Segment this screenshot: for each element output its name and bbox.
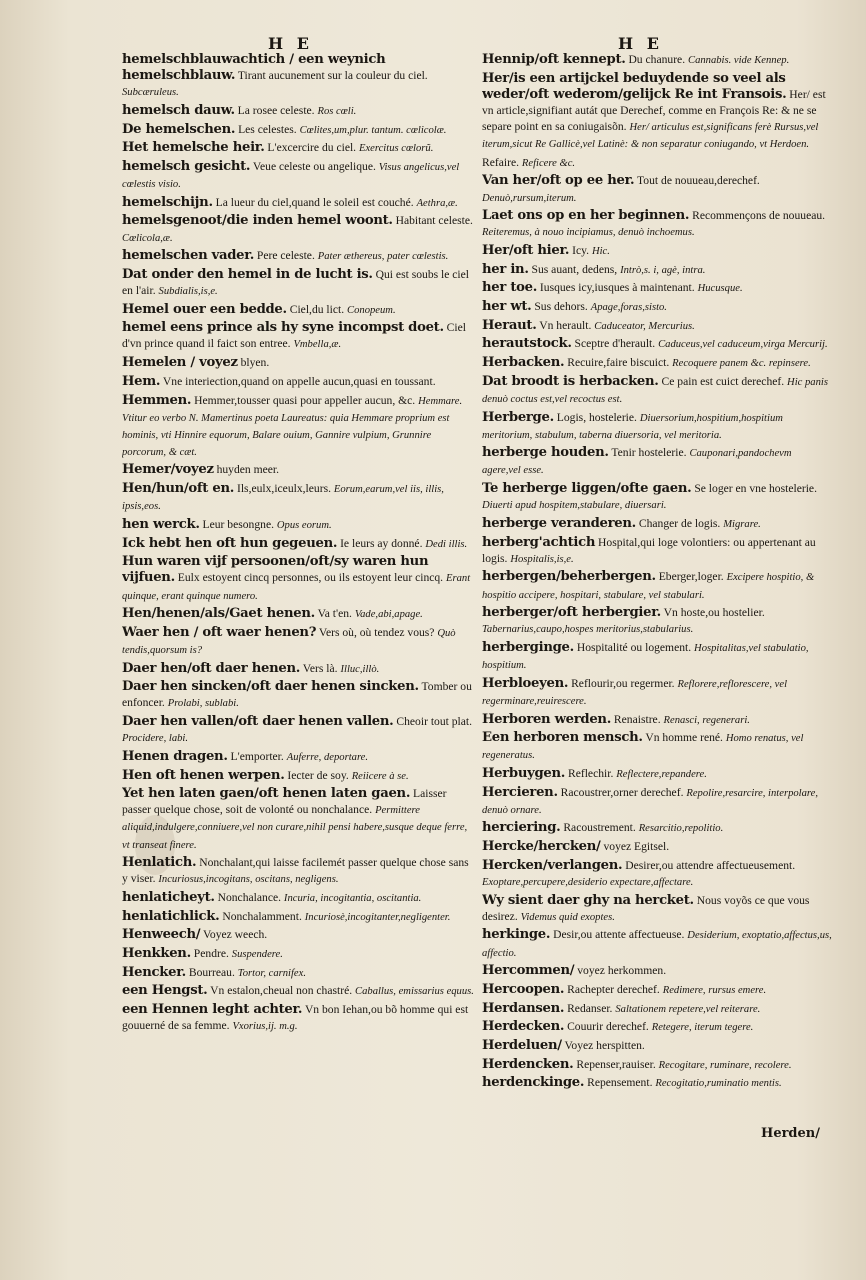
french-gloss: Vne interiection,quand on appelle aucun,quasi en toussant. <box>162 374 436 388</box>
dictionary-entry <box>482 858 832 891</box>
dictionary-entry <box>482 1057 832 1074</box>
headword: herberger/oft herbergier. <box>482 605 661 621</box>
latin-gloss: Visus angelicus,vel cœlestis visio. <box>122 161 460 191</box>
latin-gloss: Migrare. <box>723 518 761 530</box>
latin-gloss: Cannabis. vide Kennep. <box>688 55 790 66</box>
latin-gloss: Desiderium, exoptatio,affectus,us, affectio. <box>482 930 832 959</box>
dictionary-entry <box>122 302 474 319</box>
french-gloss: Repenser,rauiser. <box>576 1057 656 1071</box>
latin-gloss: Retegere, iterum tegere. <box>651 1022 754 1034</box>
headword: Daer hen sincken/oft daer henen sincken. <box>122 679 419 695</box>
french-gloss: Bourreau. <box>188 965 235 979</box>
latin-gloss: Hic panis denuò coctus est,vel recoctus est. <box>482 376 828 405</box>
french-gloss: La lueur du ciel,quand le soleil est couché. <box>215 195 414 209</box>
headword: her wt. <box>482 299 532 315</box>
dictionary-entry <box>482 963 832 980</box>
french-gloss: Recommençons de nouueau. <box>692 209 826 223</box>
latin-gloss: Prolabi, sublabi. <box>167 698 239 710</box>
french-gloss: Sus dehors. <box>534 300 588 314</box>
latin-gloss: Aethra,æ. <box>416 197 458 209</box>
latin-gloss: Reficere &c. <box>521 157 576 169</box>
dictionary-entry <box>482 243 832 260</box>
dictionary-entry <box>122 52 474 101</box>
dictionary-entry <box>122 140 474 157</box>
dictionary-entry <box>482 410 832 444</box>
headword: herdenckinge. <box>482 1075 585 1091</box>
latin-gloss: Hospitalitas,vel stabulatio, hospitium. <box>482 642 809 672</box>
french-gloss: Desir,ou attente affectueuse. <box>553 928 685 942</box>
dictionary-entry <box>122 786 474 853</box>
headword: Ick hebt hen oft hun gegeuen. <box>122 535 338 551</box>
french-gloss: Vers là. <box>302 661 338 675</box>
french-gloss: Ils,eulx,iceulx,leurs. <box>236 482 331 496</box>
headword: her toe. <box>482 280 537 296</box>
headword: Hun waren vijf persoonen/oft/sy waren hun vijfuen. <box>122 554 429 586</box>
dictionary-entry <box>482 173 832 206</box>
headword: herberge houden. <box>482 445 609 461</box>
french-gloss: Cheoir tout plat. <box>396 715 473 729</box>
headword: Her/oft hier. <box>482 243 570 258</box>
headword: Een herboren mensch. <box>482 730 643 746</box>
dictionary-entry <box>482 1075 832 1092</box>
latin-gloss: Excipere hospitio, & hospitio accipere, hospitari, stabulare, vel stabulari. <box>482 572 815 601</box>
dictionary-entry <box>122 355 474 372</box>
latin-gloss: Intrò,s. i, agè, intra. <box>620 264 706 276</box>
french-gloss: Vn hoste,ou hostelier. <box>663 606 765 620</box>
right-column <box>482 52 832 1164</box>
french-gloss: Tirant aucunement sur la couleur du ciel. <box>237 69 428 83</box>
dictionary-entry <box>122 462 474 479</box>
headword: Laet ons op en her beginnen. <box>482 208 690 224</box>
headword: Wy sient daer ghy na hercket. <box>482 892 694 908</box>
latin-gloss: Procidere, labi. <box>122 733 188 745</box>
dictionary-entry <box>122 768 474 785</box>
headword: Henweech/ <box>122 927 201 943</box>
headword: Herdencken. <box>482 1056 574 1072</box>
french-gloss: Couurir derechef. <box>567 1020 649 1034</box>
latin-gloss: Caduceator, Mercurius. <box>594 320 695 332</box>
latin-gloss: Reflorere,reflorescere, vel regerminare,reuirescere. <box>482 678 788 707</box>
headword: hemelsch gesicht. <box>122 158 251 174</box>
headword: Henlatich. <box>122 855 197 871</box>
dictionary-entry <box>482 1038 832 1055</box>
dictionary-entry <box>482 676 832 710</box>
dictionary-entry <box>482 280 832 297</box>
dictionary-entry <box>122 749 474 766</box>
french-gloss: Voyez herspitten. <box>564 1038 645 1052</box>
latin-gloss: Subdialis,is,e. <box>158 285 218 297</box>
headword: Hennip/oft kennept. <box>482 52 626 67</box>
headword: herberginge. <box>482 639 574 655</box>
dictionary-entry <box>482 893 832 926</box>
dictionary-entry <box>482 927 832 961</box>
french-gloss: L'excercire du ciel. <box>267 141 357 155</box>
headword: Hemer/voyez <box>122 462 214 478</box>
dictionary-entry <box>482 1019 832 1036</box>
french-gloss: Hemmer,tousser quasi pour appeller aucun, &c. <box>194 393 416 407</box>
dictionary-entry <box>482 481 832 514</box>
french-gloss: Sus auant, dedens, <box>531 262 618 276</box>
french-gloss: Va t'en. <box>317 607 352 621</box>
dictionary-entry <box>482 1001 832 1018</box>
headword: herkinge. <box>482 927 551 943</box>
headword: herbergen/beherbergen. <box>482 569 656 585</box>
french-gloss: Se loger en vne hostelerie. <box>694 482 817 496</box>
dictionary-entry <box>122 965 474 982</box>
dictionary-entry <box>122 714 474 747</box>
french-gloss: Ce pain est cuict derechef. <box>661 374 785 388</box>
headword: Herdeluen/ <box>482 1037 562 1053</box>
french-gloss: Pendre. <box>193 947 229 961</box>
dictionary-entry <box>122 606 474 623</box>
dictionary-entry <box>122 946 474 963</box>
latin-gloss: Exoptare,percupere,desiderio expectare,affectare. <box>482 876 694 888</box>
latin-gloss: Vxorius,ij. m.g. <box>232 1021 298 1033</box>
dictionary-entry <box>482 820 832 837</box>
dictionary-entry <box>482 766 832 783</box>
latin-gloss: Cœlites,um,plur. tantum. cœlicolæ. <box>299 124 447 136</box>
latin-gloss: Hospitalis,is,e. <box>510 553 574 565</box>
french-gloss: Hospital,qui loge volontiers: ou appertenant au logis. <box>482 535 816 565</box>
headword: hemelsch dauw. <box>122 102 235 118</box>
headword: Heraut. <box>482 317 537 333</box>
dictionary-entry <box>122 679 474 712</box>
french-gloss: Reflechir. <box>567 767 614 780</box>
latin-gloss: Vade,abi,apage. <box>354 609 423 621</box>
latin-gloss: Hic. <box>591 246 610 257</box>
headword: hen werck. <box>122 516 200 532</box>
french-gloss: voyez herkommen. <box>577 964 667 978</box>
headword: Hencker. <box>122 964 186 980</box>
headword: Herdecken. <box>482 1019 565 1035</box>
latin-gloss: Pater æthereus, pater cœlestis. <box>317 251 449 263</box>
page-header-left: H E <box>268 34 313 53</box>
dictionary-entry <box>122 909 474 926</box>
french-gloss: Vn bon Iehan,ou bõ homme qui est gouuerné de sa femme. <box>122 1003 469 1033</box>
dictionary-entry <box>122 195 474 212</box>
headword: herciering. <box>482 820 561 836</box>
headword: Dat onder den hemel in de lucht is. <box>122 266 373 282</box>
headword: hemelschblauwachtich / een weynich hemelschblauw. <box>122 52 386 84</box>
french-gloss: Icy. <box>572 244 590 257</box>
headword: Hemelen / voyez <box>122 355 238 371</box>
dictionary-entry <box>482 516 832 533</box>
headword: Herbacken. <box>482 355 565 371</box>
latin-gloss: Diuerti apud hospitem,stabulare, diuersari. <box>482 500 667 512</box>
headword: herautstock. <box>482 336 572 352</box>
headword: her in. <box>482 261 529 277</box>
headword: Hen oft henen werpen. <box>122 767 285 783</box>
latin-gloss: Reiicere à se. <box>351 770 409 782</box>
dictionary-entry <box>482 982 832 999</box>
headword: Hen/hun/oft en. <box>122 481 235 497</box>
french-gloss: Voyez weech. <box>203 928 268 942</box>
french-gloss: Redanser. <box>567 1001 613 1015</box>
headword: Herberge. <box>482 409 554 425</box>
latin-gloss: Recoquere panem &c. repinsere. <box>672 358 811 370</box>
dictionary-entry <box>482 785 832 819</box>
headword: Hercieren. <box>482 784 558 800</box>
french-gloss: Du chanure. <box>628 53 686 66</box>
headword: Waer hen / oft waer henen? <box>122 624 317 640</box>
latin-gloss: Opus eorum. <box>276 519 332 531</box>
latin-gloss: Cœlicola,æ. <box>122 232 173 244</box>
french-gloss: Ciel d'vn prince quand il faict son entree. <box>122 321 466 351</box>
french-gloss: voyez Egitsel. <box>603 840 670 854</box>
french-gloss: Iusques icy,iusques à maintenant. <box>539 281 695 295</box>
latin-gloss: Diuersorium,hospitium,hospitium meritorium, stabulum, taberna diuersoria, vel meritoria. <box>482 412 783 441</box>
headword: Hem. <box>122 373 161 389</box>
latin-gloss: Cauponari,pandochevm agere,vel esse. <box>482 448 792 477</box>
dictionary-entry <box>482 374 832 408</box>
french-gloss: huyden meer. <box>216 463 280 477</box>
latin-gloss: Incuria, incogitantia, oscitantia. <box>283 893 422 905</box>
latin-gloss: Hucusque. <box>697 283 743 295</box>
headword: henlaticheyt. <box>122 890 215 906</box>
french-gloss: Rachepter derechef. <box>567 982 660 996</box>
latin-gloss: Ros cœli. <box>317 105 357 117</box>
french-gloss: blyen. <box>240 356 270 370</box>
dictionary-entry <box>122 320 474 353</box>
headword: Hemmen. <box>122 392 192 408</box>
dictionary-entry <box>122 554 474 604</box>
french-gloss: Racoustrement. <box>563 821 636 835</box>
dictionary-entry <box>122 536 474 553</box>
french-gloss: Vers où, où tendez vous? <box>318 625 435 639</box>
headword: Yet hen laten gaen/oft henen laten gaen. <box>122 786 411 802</box>
french-gloss: Laisser passer quelque chose, soit de volonté ou nonchalance. <box>122 787 447 817</box>
headword: een Hennen leght achter. <box>122 1002 303 1018</box>
latin-gloss: Saltationem repetere,vel reiterare. <box>615 1003 761 1015</box>
headword: Hen/henen/als/Gaet henen. <box>122 606 315 622</box>
dictionary-entry <box>122 122 474 139</box>
french-gloss: La rosee celeste. <box>237 103 315 117</box>
latin-gloss: Tabernarius,caupo,hospes meritorius,stabularius. <box>482 624 694 636</box>
dictionary-entry <box>482 605 832 638</box>
dictionary-entry <box>482 712 832 729</box>
french-gloss: Racoustrer,orner derechef. <box>560 785 684 799</box>
latin-gloss: Illuc,illò. <box>340 663 380 675</box>
dictionary-entry <box>482 535 832 568</box>
latin-gloss: Suspendere. <box>231 949 283 961</box>
dictionary-entry <box>122 890 474 907</box>
headword: hemelschijn. <box>122 194 213 210</box>
french-gloss: Eberger,loger. <box>658 570 724 584</box>
dictionary-entry <box>482 569 832 603</box>
dictionary-entry <box>122 481 474 515</box>
dictionary-entry <box>482 155 832 172</box>
latin-gloss: Redimere, rursus emere. <box>662 984 767 996</box>
dictionary-entry <box>482 355 832 372</box>
french-gloss: Reflourir,ou regermer. <box>571 676 675 690</box>
latin-gloss: Permittere aliquid,indulgere,conniuere,vel non curare,nihil pensi habere,susque deque ferre, vt transeat finere. <box>122 805 468 851</box>
french-gloss: Nonchalant,qui laisse facilemét passer quelque chose sans y viser. <box>122 856 469 886</box>
latin-gloss: Videmus quid exoptes. <box>520 911 615 923</box>
headword: Hercoopen. <box>482 981 565 997</box>
french-gloss: Les celestes. <box>238 122 297 136</box>
french-gloss: Hospitalité ou logement. <box>576 640 692 654</box>
dictionary-entry <box>122 517 474 534</box>
headword: Het hemelsche heir. <box>122 140 265 156</box>
dictionary-entry <box>122 855 474 888</box>
french-gloss: Habitant celeste. <box>395 214 473 228</box>
dictionary-entry <box>122 374 474 391</box>
dictionary-entry <box>482 208 832 241</box>
french-gloss: Nonchalamment. <box>222 909 302 923</box>
dictionary-entry <box>122 661 474 678</box>
page-header-right: H E <box>618 34 663 53</box>
headword: Hercke/hercken/ <box>482 839 601 855</box>
latin-gloss: Hemmare. Vtitur eo verbo N. Mamertinus poeta Laureatus: quia Hemmare proprium est hominis, vti Hinnire equorum, Balare ouium, Gannire vulpium, Grunnire porcorum, & cæt. <box>122 395 463 458</box>
headword: Te herberge liggen/ofte gaen. <box>482 481 692 497</box>
french-gloss: Recuire,faire biscuict. <box>567 356 670 370</box>
dictionary-entry <box>122 393 474 461</box>
catchword: Herden/ <box>761 1126 820 1141</box>
latin-gloss: Conopeum. <box>347 304 396 316</box>
dictionary-entry <box>122 927 474 944</box>
latin-gloss: Subcæruleus. <box>122 87 179 99</box>
french-gloss: Pere celeste. <box>256 249 315 263</box>
headword: herberge veranderen. <box>482 515 636 531</box>
french-gloss: Eulx estoyent cincq personnes, ou ils estoyent leur cincq. <box>177 571 444 585</box>
french-gloss: Sceptre d'herault. <box>574 337 656 351</box>
dictionary-entry <box>482 640 832 674</box>
latin-gloss: Auferre, deportare. <box>286 751 369 763</box>
latin-gloss: Her/ articulus est,significans ferè Rursus,vel iterum,sicut Re Gallicè,vel Latinè: & non separatur coniugando, vt Herdoen. <box>482 121 819 151</box>
latin-gloss: Incuriosè,incogitanter,negligenter. <box>304 911 451 923</box>
headword: Daer hen vallen/oft daer henen vallen. <box>122 714 394 730</box>
headword: Hercken/verlangen. <box>482 857 623 873</box>
french-gloss: Leur besongne. <box>202 517 274 531</box>
headword: Daer hen/oft daer henen. <box>122 660 301 676</box>
dictionary-entry <box>122 159 474 193</box>
french-gloss: Veue celeste ou angelique. <box>252 159 376 173</box>
french-gloss: Qui est soubs le ciel en l'air. <box>122 267 470 297</box>
headword: Hemel ouer een bedde. <box>122 301 287 317</box>
dictionary-entry <box>482 71 832 153</box>
french-gloss: Vn estalon,cheual non chastré. <box>210 984 353 998</box>
dictionary-entry <box>482 336 832 353</box>
french-gloss: Vn homme rené. <box>645 731 723 745</box>
latin-gloss: Erant quinque, erant quinque numero. <box>122 573 471 602</box>
french-gloss: Iecter de soy. <box>287 768 349 782</box>
latin-gloss: Homo renatus, vel regeneratus. <box>482 733 804 762</box>
dictionary-entry <box>122 103 474 120</box>
french-gloss: Ciel,du lict. <box>289 302 345 316</box>
french-gloss: Ie leurs ay donné. <box>340 536 423 550</box>
headword: Van her/oft op ee her. <box>482 173 635 189</box>
latin-gloss: Apage,foras,sisto. <box>590 302 667 314</box>
dictionary-entry <box>482 318 832 335</box>
dictionary-entry <box>482 52 832 69</box>
latin-gloss: Reiteremus, à nouo incipiamus, denuò inchoemus. <box>482 227 695 239</box>
headword: herberg'achtich <box>482 534 596 550</box>
headword: henlatichlick. <box>122 908 220 924</box>
dictionary-entry <box>122 1002 474 1035</box>
french-gloss: Vn herault. <box>539 318 592 332</box>
latin-gloss: Dedi illis. <box>425 538 468 550</box>
latin-gloss: Incuriosus,incogitans, oscitans, negligens. <box>158 874 339 886</box>
latin-gloss: Reflectere,repandere. <box>616 769 707 780</box>
headword: een Hengst. <box>122 983 208 999</box>
latin-gloss: Denuò,rursum,iterum. <box>482 192 577 204</box>
latin-gloss: Recogitare, ruminare, recolere. <box>658 1059 792 1071</box>
french-gloss: Changer de logis. <box>638 516 721 530</box>
latin-gloss: Recogitatio,ruminatio mentis. <box>655 1078 782 1090</box>
headword: Henen dragen. <box>122 748 228 764</box>
dictionary-entry <box>122 267 474 300</box>
french-gloss: L'emporter. <box>230 749 284 763</box>
dictionary-entry <box>482 445 832 479</box>
dictionary-entry <box>122 625 474 659</box>
french-gloss: Her/ est vn article,signifiant autát que Derechef, comme en François Re: & ne se separe point en sa coniugaisõn. <box>482 87 826 133</box>
latin-gloss: Exercitus cœlorũ. <box>359 143 434 155</box>
headword: Herbloeyen. <box>482 675 569 691</box>
french-gloss: Tout de nouueau,derechef. <box>637 174 760 188</box>
latin-gloss: Vmbella,æ. <box>293 339 342 351</box>
latin-gloss: Caduceus,vel caduceum,virga Mercurij. <box>658 339 828 351</box>
headword: Herboren werden. <box>482 711 612 727</box>
dictionary-entry <box>482 730 832 764</box>
dictionary-entry <box>482 839 832 856</box>
headword: hemelschen vader. <box>122 248 254 264</box>
latin-gloss: Eorum,earum,vel iis, illis, ipsis,eos. <box>122 484 444 513</box>
headword: Herdansen. <box>482 1000 565 1016</box>
latin-gloss: Tortor, carnifex. <box>237 967 306 979</box>
french-gloss: Logis, hostelerie. <box>556 410 637 424</box>
latin-gloss: Caballus, emissarius equus. <box>355 986 474 998</box>
headword: Herbuygen. <box>482 766 566 781</box>
french-gloss: Desirer,ou attendre affectueusement. <box>625 858 796 872</box>
left-column <box>122 52 474 1152</box>
headword: Hercommen/ <box>482 963 575 979</box>
french-gloss: Nous voyõs ce que vous desirez. <box>482 893 810 923</box>
french-gloss: Tenir hostelerie. <box>611 446 687 460</box>
french-gloss: Tomber ou enfoncer. <box>122 680 472 710</box>
latin-gloss: Quò tendis,quorsum is? <box>122 627 456 656</box>
headword: Dat broodt is herbacken. <box>482 373 659 389</box>
dictionary-entry <box>122 248 474 265</box>
dictionary-entry <box>482 299 832 316</box>
latin-gloss: Repolire,resarcire, interpolare, denuò ornare. <box>482 787 818 816</box>
headword: Henkken. <box>122 946 191 962</box>
headword: Her/is een artijckel beduydende so veel als weder/oft wederom/gelijck Re int Fransois. <box>482 70 787 102</box>
french-gloss: Refaire. <box>482 155 520 169</box>
french-gloss: Nonchalance. <box>217 891 282 905</box>
dictionary-entry <box>482 262 832 279</box>
headword: hemelsgenoot/die inden hemel woont. <box>122 213 393 229</box>
french-gloss: Renaistre. <box>613 712 661 726</box>
dictionary-entry <box>122 213 474 246</box>
latin-gloss: Renasci, regenerari. <box>663 714 750 726</box>
headword: hemel eens prince als hy syne incompst doet. <box>122 320 444 336</box>
french-gloss: Repensement. <box>587 1076 653 1090</box>
latin-gloss: Resarcitio,repolitio. <box>638 823 724 835</box>
dictionary-entry <box>122 983 474 1000</box>
headword: De hemelschen. <box>122 121 236 137</box>
